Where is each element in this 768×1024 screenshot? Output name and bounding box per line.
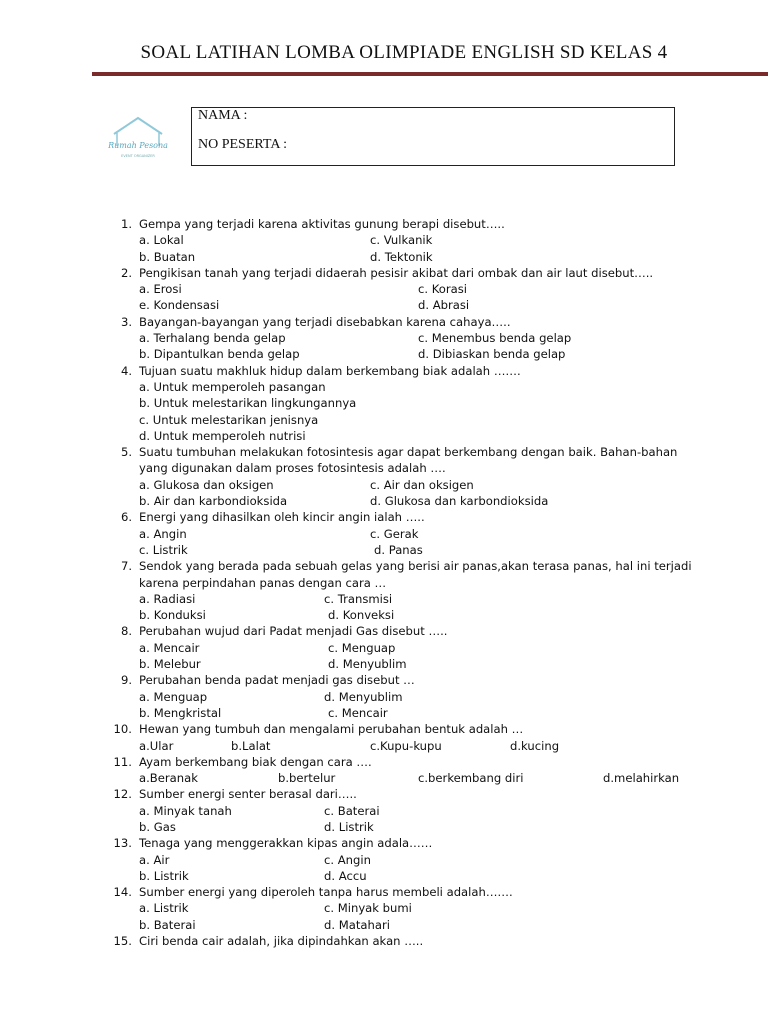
answer-option-row <box>110 330 710 346</box>
question-item <box>110 933 710 949</box>
question-text <box>110 216 710 232</box>
question-number: 7. <box>120 559 132 574</box>
answer-option: c. Menguap <box>328 640 396 655</box>
page-title: SOAL LATIHAN LOMBA OLIMPIADE ENGLISH SD KELAS 4 <box>140 42 668 63</box>
question-number: 6. <box>120 510 132 525</box>
question-number: 11. <box>113 754 132 769</box>
answer-option: a. Glukosa dan oksigen <box>139 477 274 492</box>
question-text <box>110 314 710 330</box>
question-text <box>110 721 710 737</box>
answer-option-row <box>110 591 710 607</box>
answer-option-row <box>110 656 710 672</box>
answer-option: d. Glukosa dan karbondioksida <box>370 494 549 509</box>
question-text-line: Sendok yang berada pada sebuah gelas yang berisi air panas,akan terasa panas, hal ini terjadi <box>139 559 692 574</box>
answer-option-row <box>110 770 710 786</box>
question-text-line: Gempa yang terjadi karena aktivitas gunung berapi disebut….. <box>139 217 505 231</box>
answer-option-row <box>110 395 710 411</box>
question-text <box>110 754 710 770</box>
answer-option-row <box>110 900 710 916</box>
answer-option: a.Ular <box>139 738 174 753</box>
answer-option: c. Listrik <box>139 542 188 557</box>
answer-option: d. Untuk memperoleh nutrisi <box>139 428 306 443</box>
answer-option: b. Buatan <box>139 249 196 264</box>
organizer-logo <box>100 108 176 170</box>
question-number: 9. <box>120 673 132 688</box>
svg-text:EVENT ORGANIZER: EVENT ORGANIZER <box>121 154 155 158</box>
question-text-line: Ciri benda cair adalah, jika dipindahkan akan ….. <box>139 934 424 949</box>
answer-option: b. Gas <box>139 819 176 834</box>
question-text <box>110 835 710 851</box>
question-item <box>110 363 710 444</box>
house-logo-icon <box>100 108 176 170</box>
question-item <box>110 623 710 672</box>
question-number: 12. <box>113 787 132 802</box>
answer-option: d. Dibiaskan benda gelap <box>418 347 566 362</box>
answer-option: b. Listrik <box>139 868 189 883</box>
answer-option-row <box>110 249 710 265</box>
answer-option-row <box>110 412 710 428</box>
question-text-line: Sumber energi senter berasal dari….. <box>139 787 357 802</box>
answer-option: c. Gerak <box>370 526 419 541</box>
header-divider <box>92 72 768 76</box>
answer-option: c.berkembang diri <box>418 771 524 786</box>
answer-option: a.Beranak <box>139 771 198 786</box>
question-text-line: Energi yang dihasilkan oleh kincir angin ialah ….. <box>139 510 425 525</box>
answer-option: d. Listrik <box>324 819 374 834</box>
answer-option-row <box>110 917 710 933</box>
question-text-line: Tenaga yang menggerakkan kipas angin adala…… <box>139 836 433 851</box>
answer-option: a. Radiasi <box>139 591 196 606</box>
question-text <box>110 265 710 281</box>
question-text <box>110 933 710 949</box>
question-text <box>110 884 710 900</box>
question-item <box>110 265 710 314</box>
answer-option: d. Matahari <box>324 917 390 932</box>
answer-option: b. Air dan karbondioksida <box>139 494 288 509</box>
question-number: 14. <box>113 885 132 900</box>
question-number: 13. <box>113 836 132 851</box>
question-number: 4. <box>120 363 132 378</box>
participant-identity-box <box>191 107 675 166</box>
answer-option-row <box>110 379 710 395</box>
question-text-line: Perubahan benda padat menjadi gas disebut … <box>139 673 415 688</box>
answer-option: c. Untuk melestarikan jenisnya <box>139 412 319 427</box>
question-item <box>110 509 710 558</box>
question-item <box>110 786 710 835</box>
answer-option: b.Lalat <box>231 738 271 753</box>
answer-option: d. Abrasi <box>418 298 470 313</box>
answer-option: b. Mengkristal <box>139 705 222 720</box>
answer-option: a. Untuk memperoleh pasangan <box>139 379 326 394</box>
question-item <box>110 884 710 933</box>
question-text <box>110 558 710 574</box>
question-item <box>110 558 710 623</box>
question-item <box>110 721 710 754</box>
answer-option: d.melahirkan <box>603 771 680 786</box>
question-number: 8. <box>120 624 132 639</box>
question-number: 10. <box>113 722 132 737</box>
answer-option: a. Listrik <box>139 901 189 916</box>
answer-option: a. Erosi <box>139 282 182 297</box>
answer-option-row <box>110 232 710 248</box>
answer-option: b. Konduksi <box>139 608 206 623</box>
question-text <box>110 363 710 379</box>
answer-option: b.bertelur <box>278 771 336 786</box>
question-text <box>110 460 710 476</box>
answer-option: a. Angin <box>139 526 187 541</box>
answer-option-row <box>110 493 710 509</box>
answer-option-row <box>110 738 710 754</box>
question-number: 1. <box>120 217 132 231</box>
question-number: 3. <box>120 314 132 329</box>
answer-option: a. Menguap <box>139 689 208 704</box>
question-text <box>110 786 710 802</box>
answer-option: c. Angin <box>324 852 371 867</box>
answer-option: c. Baterai <box>324 803 380 818</box>
answer-option: a. Minyak tanah <box>139 803 232 818</box>
question-text-line: Ayam berkembang biak dengan cara …. <box>139 754 372 769</box>
answer-option: c. Minyak bumi <box>324 901 412 916</box>
answer-option-row <box>110 346 710 362</box>
answer-option: b. Melebur <box>139 657 201 672</box>
answer-option: c. Mencair <box>328 705 388 720</box>
question-item <box>110 672 710 721</box>
answer-option-row <box>110 542 710 558</box>
question-text-line: Sumber energi yang diperoleh tanpa harus membeli adalah……. <box>139 885 513 900</box>
question-text-line: Suatu tumbuhan melakukan fotosintesis agar dapat berkembang dengan baik. Bahan-bahan <box>139 445 678 460</box>
question-item <box>110 314 710 363</box>
answer-option: d.kucing <box>510 738 560 753</box>
answer-option: d. Accu <box>324 868 367 883</box>
answer-option-row <box>110 803 710 819</box>
question-text-line: Perubahan wujud dari Padat menjadi Gas disebut ….. <box>139 624 448 639</box>
question-number: 2. <box>120 265 132 280</box>
question-text-line: karena perpindahan panas dengan cara … <box>139 575 387 590</box>
answer-option: d. Menyublim <box>324 689 403 704</box>
answer-option: a. Mencair <box>139 640 200 655</box>
question-number: 5. <box>120 445 132 460</box>
answer-option-row <box>110 819 710 835</box>
question-text <box>110 575 710 591</box>
question-text-line: Pengikisan tanah yang terjadi didaerah pesisir akibat dari ombak dan air laut disebut….. <box>139 265 654 280</box>
answer-option-row <box>110 852 710 868</box>
question-text <box>110 672 710 688</box>
question-item <box>110 835 710 884</box>
answer-option: c. Vulkanik <box>370 233 433 248</box>
answer-option: c.Kupu-kupu <box>370 738 442 753</box>
answer-option: a. Terhalang benda gelap <box>139 331 286 346</box>
question-text-line: Tujuan suatu makhluk hidup dalam berkembang biak adalah ……. <box>139 363 521 378</box>
question-text <box>110 509 710 525</box>
question-text-line: Bayangan-bayangan yang terjadi disebabkan karena cahaya….. <box>139 314 511 329</box>
answer-option: c. Transmisi <box>324 591 393 606</box>
question-number: 15. <box>113 934 132 949</box>
question-item <box>110 216 710 265</box>
answer-option: c. Air dan oksigen <box>370 477 474 492</box>
answer-option: b. Baterai <box>139 917 196 932</box>
question-text <box>110 444 710 460</box>
question-item <box>110 444 710 509</box>
answer-option-row <box>110 477 710 493</box>
answer-option-row <box>110 705 710 721</box>
answer-option: e. Kondensasi <box>139 298 220 313</box>
answer-option: d. Konveksi <box>328 608 395 623</box>
answer-option: d. Menyublim <box>328 657 407 672</box>
answer-option: a. Lokal <box>139 233 184 248</box>
answer-option-row <box>110 868 710 884</box>
question-text-line: yang digunakan dalam proses fotosintesis adalah …. <box>139 461 446 476</box>
svg-text:Rumah Pesona: Rumah Pesona <box>108 141 168 150</box>
answer-option: b. Untuk melestarikan lingkungannya <box>139 396 357 411</box>
answer-option: b. Dipantulkan benda gelap <box>139 347 300 362</box>
answer-option-row <box>110 281 710 297</box>
participant-number-label: NO PESERTA : <box>198 137 288 152</box>
answer-option-row <box>110 640 710 656</box>
answer-option: c. Korasi <box>418 282 467 297</box>
answer-option-row <box>110 428 710 444</box>
question-text <box>110 623 710 639</box>
question-item <box>110 754 710 787</box>
answer-option-row <box>110 689 710 705</box>
answer-option: d. Tektonik <box>370 249 433 264</box>
question-list <box>110 216 710 949</box>
answer-option: a. Air <box>139 852 170 867</box>
answer-option: d. Panas <box>374 542 423 557</box>
answer-option: c. Menembus benda gelap <box>418 331 572 346</box>
question-text-line: Hewan yang tumbuh dan mengalami perubahan bentuk adalah … <box>139 722 524 737</box>
name-label: NAMA : <box>198 108 248 123</box>
answer-option-row <box>110 526 710 542</box>
answer-option-row <box>110 297 710 313</box>
answer-option-row <box>110 607 710 623</box>
